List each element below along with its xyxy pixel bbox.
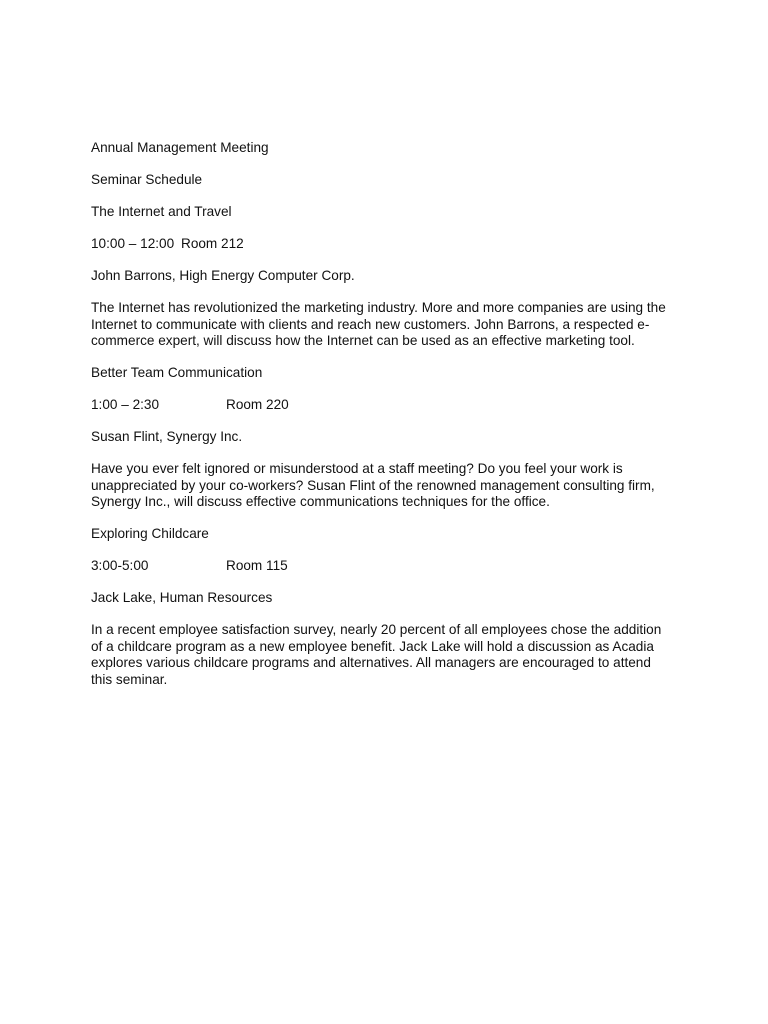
description-line: Synergy Inc., will discuss effective communications techniques for the office.	[91, 494, 550, 509]
session-block	[91, 204, 687, 350]
session-speaker: John Barrons, High Energy Computer Corp.	[91, 268, 355, 283]
session-time: 1:00 – 2:30	[91, 397, 160, 412]
session-name: Better Team Communication	[91, 365, 263, 380]
session-room: Room 212	[181, 236, 244, 251]
description-line: unappreciated by your co-workers? Susan Flint of the renowned management consulting firm,	[91, 477, 655, 493]
session-description	[91, 622, 687, 688]
document-title: Annual Management Meeting	[91, 140, 269, 155]
session-name: Exploring Childcare	[91, 526, 209, 541]
description-line: Internet to communicate with clients and reach new customers. John Barrons, a respected e-	[91, 316, 650, 332]
session-time-room	[91, 236, 687, 253]
description-line: explores various childcare programs and alternatives. All managers are encouraged to attend	[91, 655, 651, 670]
description-line: The Internet has revolutionized the marketing industry. More and more companies are using the	[91, 300, 666, 315]
description-line: this seminar.	[91, 671, 168, 687]
session-description	[91, 300, 687, 350]
session-speaker: Jack Lake, Human Resources	[91, 590, 273, 605]
session-time: 10:00 – 12:00	[91, 236, 175, 251]
session-name: The Internet and Travel	[91, 204, 232, 219]
session-room: Room 220	[226, 397, 289, 412]
description-line: of a childcare program as a new employee benefit. Jack Lake will hold a discussion as Acadia	[91, 638, 654, 654]
session-time-room	[91, 558, 687, 575]
description-line: commerce expert, will discuss how the Internet can be used as an effective marketing tool.	[91, 333, 635, 348]
session-room: Room 115	[226, 558, 288, 573]
session-description	[91, 461, 687, 511]
session-time-room	[91, 397, 687, 414]
description-line: Have you ever felt ignored or misunderstood at a staff meeting? Do you feel your work is	[91, 461, 623, 476]
session-speaker: Susan Flint, Synergy Inc.	[91, 429, 243, 444]
session-block	[91, 526, 687, 688]
description-line: In a recent employee satisfaction survey, nearly 20 percent of all employees chose the addition	[91, 622, 662, 637]
session-time: 3:00-5:00	[91, 558, 149, 573]
document-body	[91, 140, 687, 704]
session-block	[91, 365, 687, 511]
document-subtitle: Seminar Schedule	[91, 172, 203, 187]
